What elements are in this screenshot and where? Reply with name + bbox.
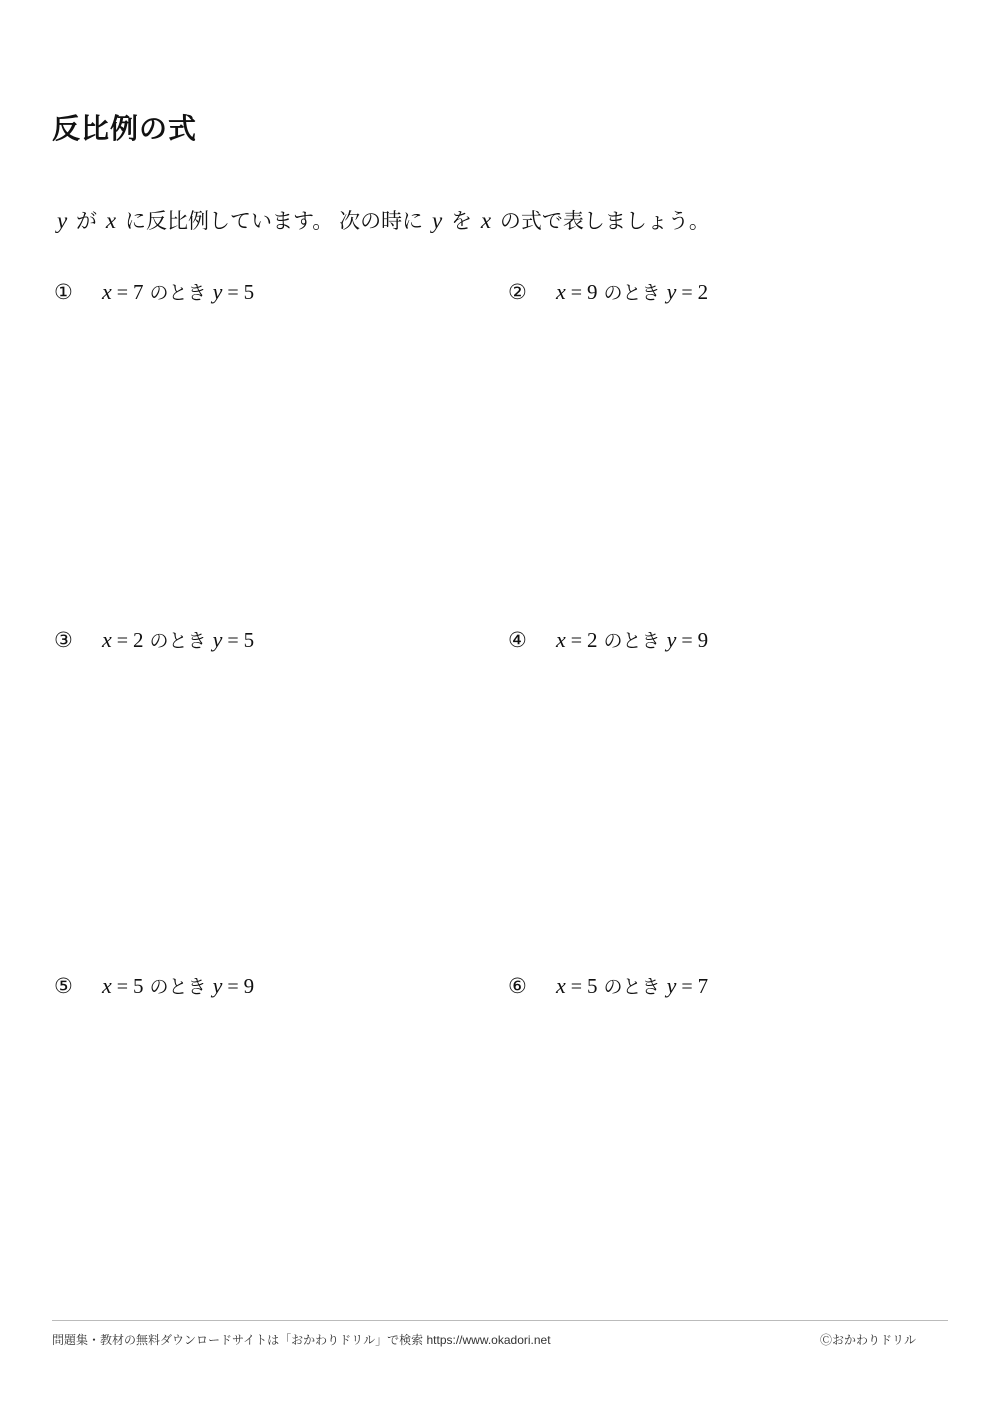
problem-number: ① <box>54 281 73 304</box>
problem-item-4 <box>508 626 708 653</box>
when-label: のとき <box>603 631 661 652</box>
when-label: のとき <box>149 631 207 652</box>
problem-y-value: 2 <box>697 280 709 304</box>
when-label: のとき <box>603 977 661 998</box>
problem-var-y: y <box>666 279 677 304</box>
equals-sign: = <box>681 976 693 998</box>
problem-x-value: 2 <box>133 628 144 652</box>
problem-body <box>556 972 708 999</box>
problem-number: ③ <box>54 629 73 652</box>
problem-var-x: x <box>556 973 566 998</box>
problem-number: ⑥ <box>508 975 527 998</box>
problem-body <box>556 626 708 653</box>
problem-var-y: y <box>212 973 223 998</box>
problem-var-x: x <box>102 279 112 304</box>
equals-sign: = <box>570 630 583 652</box>
problem-item-3 <box>54 626 254 653</box>
problem-item-5 <box>54 972 254 999</box>
equals-sign: = <box>227 976 239 998</box>
problem-var-y: y <box>666 973 677 998</box>
footer-site-note: 問題集・教材の無料ダウンロードサイトは「おかわりドリル」で検索 https://www.okadori.net <box>52 1333 551 1347</box>
instruction-part-2: に反比例しています。 次の時に <box>119 210 429 233</box>
problem-item-6 <box>508 972 708 999</box>
problem-var-y: y <box>666 627 677 652</box>
problem-number: ④ <box>508 629 527 652</box>
when-label: のとき <box>149 283 207 304</box>
problem-y-value: 5 <box>243 628 255 652</box>
footer-divider <box>52 1320 948 1321</box>
equals-sign: = <box>116 282 129 304</box>
problem-item-1 <box>54 278 254 305</box>
problem-y-value: 9 <box>697 628 709 652</box>
problem-var-x: x <box>556 627 566 652</box>
page-title: 反比例の式 <box>52 112 198 144</box>
problem-x-value: 5 <box>133 974 144 998</box>
instruction-part-3: を <box>445 210 478 233</box>
problem-body <box>102 278 254 305</box>
instruction-text <box>54 205 710 235</box>
problem-item-2 <box>508 278 708 305</box>
problem-x-value: 7 <box>133 280 144 304</box>
equals-sign: = <box>227 630 239 652</box>
equals-sign: = <box>570 282 583 304</box>
when-label: のとき <box>603 283 661 304</box>
problem-y-value: 9 <box>243 974 255 998</box>
problem-var-y: y <box>212 627 223 652</box>
problem-y-value: 7 <box>697 974 709 998</box>
when-label: のとき <box>149 977 207 998</box>
problem-var-y: y <box>212 279 223 304</box>
equals-sign: = <box>681 282 693 304</box>
equals-sign: = <box>227 282 239 304</box>
equals-sign: = <box>116 630 129 652</box>
instruction-var-y-1: y <box>57 208 68 233</box>
instruction-part-1: が <box>70 210 103 233</box>
problem-var-x: x <box>556 279 566 304</box>
problem-var-x: x <box>102 627 112 652</box>
problem-x-value: 5 <box>587 974 598 998</box>
problem-x-value: 2 <box>587 628 598 652</box>
instruction-var-x-1: x <box>105 208 117 233</box>
footer-copyright: Ⓒおかわりドリル <box>820 1333 917 1347</box>
problem-number: ⑤ <box>54 975 73 998</box>
problem-body <box>102 972 254 999</box>
problem-body <box>102 626 254 653</box>
equals-sign: = <box>681 630 693 652</box>
problem-x-value: 9 <box>587 280 598 304</box>
problem-body <box>556 278 708 305</box>
instruction-var-x-2: x <box>480 208 492 233</box>
equals-sign: = <box>570 976 583 998</box>
problem-number: ② <box>508 281 527 304</box>
problem-var-x: x <box>102 973 112 998</box>
instruction-var-y-2: y <box>431 208 443 233</box>
problem-y-value: 5 <box>243 280 255 304</box>
equals-sign: = <box>116 976 129 998</box>
instruction-part-4: の式で表しましょう。 <box>494 210 710 233</box>
